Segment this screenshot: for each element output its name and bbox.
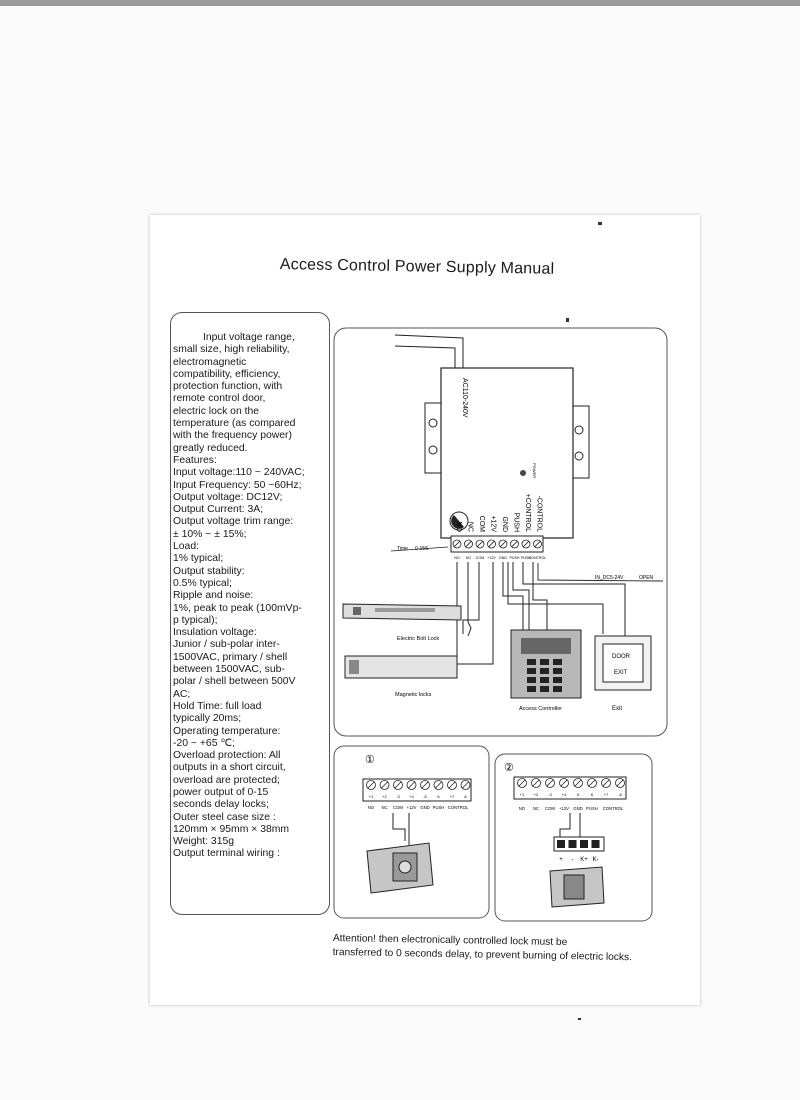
- spec-line: overload are protected;: [173, 774, 280, 786]
- spec-line: Insulation voltage:: [173, 627, 257, 639]
- example-2-number: ②: [504, 762, 514, 774]
- keypad-key: [553, 659, 562, 665]
- wiring-example-1: [333, 745, 491, 921]
- rim-lock-1: [367, 843, 433, 893]
- keypad-key: [553, 686, 562, 692]
- scan-edge: [0, 0, 800, 6]
- keypad-key: [553, 677, 562, 683]
- terminal-label: CONTROL: [602, 806, 624, 811]
- terminal-screw: [534, 540, 542, 548]
- terminal-number: +7: [603, 792, 609, 797]
- terminal-number: +1: [519, 792, 525, 797]
- keypad-key: [527, 686, 536, 692]
- spec-line: Hold Time: full load: [173, 700, 262, 712]
- spec-line: Ripple and noise:: [173, 590, 254, 602]
- terminal-labels: [454, 556, 546, 560]
- terminal-label: PUSH: [586, 806, 598, 811]
- terminal-label-rotated: -CONTROL: [535, 495, 543, 532]
- terminal-screw: [546, 779, 555, 788]
- keypad-key: [527, 668, 536, 674]
- terminal-screw: [511, 540, 519, 548]
- spec-line: power output of 0-15: [173, 786, 269, 798]
- terminal-label: GND: [499, 556, 507, 560]
- connector-label: K+: [580, 857, 588, 863]
- terminal-screw: [588, 779, 597, 788]
- scan-speck: [566, 318, 569, 322]
- terminal-label: COM: [475, 556, 485, 560]
- terminal-label: NO: [454, 556, 460, 560]
- keypad-key: [527, 659, 536, 665]
- spec-line: Output voltage trim range:: [173, 516, 294, 528]
- terminal-screw: [499, 540, 507, 548]
- keypad-key: [527, 677, 536, 683]
- terminal-number: +4: [561, 792, 567, 797]
- spec-line: Junior / sub-polar inter-: [173, 639, 280, 651]
- spec-line: 120mm × 95mm × 38mm: [173, 823, 290, 835]
- terminal-label: +12V: [487, 556, 496, 560]
- keypad-key: [540, 686, 549, 692]
- keypad-key: [540, 668, 549, 674]
- terminal-label: GND: [573, 806, 583, 811]
- spec-line: 1500VAC, primary / shell: [173, 651, 288, 663]
- terminal-number: +1: [368, 794, 374, 799]
- terminal-number: +7: [449, 794, 455, 799]
- terminal-screw: [394, 781, 403, 790]
- terminal-number: -3: [548, 792, 552, 797]
- connector-pin: [580, 840, 588, 848]
- terminal-screw: [434, 781, 443, 790]
- terminal-screw: [522, 540, 530, 548]
- specifications-text: [173, 332, 333, 861]
- terminal-screw: [461, 781, 470, 790]
- spec-line: Input voltage:110 ~ 240VAC;: [173, 467, 305, 479]
- electric-bolt-lock-label: Electric Bolt Lock: [397, 636, 440, 642]
- terminal-number: -8: [618, 792, 622, 797]
- spec-line: between 1500VAC, sub-: [173, 664, 285, 676]
- terminal-label-rotated: +CONTROL: [524, 493, 531, 532]
- spec-line: -20 ~ +65 ℃;: [173, 737, 235, 749]
- terminal-number: 5: [576, 792, 580, 797]
- spec-line: Output stability:: [173, 565, 245, 577]
- terminal-label: CONTROL: [528, 556, 547, 560]
- terminal-screw: [560, 779, 569, 788]
- spec-line: Output voltage: DC12V;: [173, 491, 283, 503]
- exit-button: [595, 636, 651, 690]
- terminal-number: +4: [409, 794, 414, 799]
- terminal-screw: [465, 540, 473, 548]
- spec-line: Input voltage range,: [203, 332, 295, 343]
- connector-labels: [559, 857, 598, 863]
- spec-line: outputs in a short circuit,: [173, 762, 286, 774]
- terminal-label: NC: [465, 556, 472, 560]
- terminal-screw: [602, 779, 611, 788]
- terminal-screw: [488, 540, 496, 548]
- spec-line: Output Current: 3A;: [173, 504, 264, 516]
- spec-line: remote control door,: [173, 393, 266, 405]
- terminal-screw: [518, 779, 527, 788]
- power-led-label: POWER: [532, 463, 537, 479]
- terminal-label-rotated: GND: [501, 516, 508, 532]
- access-controller-label: Access Controller: [519, 706, 563, 712]
- terminal-number: -5: [423, 794, 427, 799]
- terminal-label: PUSH: [432, 805, 445, 810]
- rim-lock-2: [550, 867, 604, 907]
- scan-speck: [598, 222, 602, 225]
- scan-speck: [578, 1018, 581, 1020]
- terminal-label-rotated: NC: [466, 521, 474, 532]
- terminal-label: +12V: [559, 806, 569, 811]
- time-label: Time: [397, 546, 408, 552]
- spec-line: Weight: 315g: [173, 836, 235, 848]
- spec-line: 1% typical;: [173, 553, 224, 565]
- terminal-screw: [421, 781, 430, 790]
- terminal-label: NC: [532, 806, 540, 811]
- spec-line: small size, high reliability,: [173, 344, 290, 356]
- spec-line: Features:: [173, 454, 217, 466]
- example-2-terminal-labels: [519, 806, 624, 811]
- attention-line: Attention! then electronically controlled lock must be: [332, 932, 568, 949]
- spec-line: Load:: [173, 541, 200, 553]
- terminal-number: 6: [590, 792, 594, 797]
- terminal-number: -3: [396, 794, 400, 799]
- terminal-label: +12V: [406, 805, 417, 810]
- terminal-label: COM: [545, 806, 555, 811]
- terminal-screw: [448, 781, 457, 790]
- spec-line: Operating temperature:: [173, 725, 281, 737]
- terminal-number: 6: [437, 794, 440, 799]
- keypad-key: [540, 659, 549, 665]
- terminal-label: GND: [420, 805, 430, 810]
- left-mounting-ear: [425, 403, 443, 473]
- terminal-screw: [574, 779, 583, 788]
- terminal-number: 8: [464, 794, 467, 799]
- connector-label: K-: [592, 857, 599, 863]
- spec-line: ± 10% ~ ± 15%;: [173, 528, 247, 540]
- terminal-label: PUSH: [509, 556, 520, 560]
- spec-line: p typical);: [173, 614, 218, 626]
- spec-line: protection function, with: [173, 381, 283, 393]
- wiring-example-2: [494, 753, 654, 923]
- in-voltage-label: IN_DC5-24V: [595, 575, 624, 581]
- open-label: OPEN: [639, 575, 654, 581]
- connector-pin: [557, 840, 565, 848]
- connector-label: -: [571, 857, 574, 863]
- terminal-screw: [407, 781, 416, 790]
- terminal-label: NC: [381, 805, 388, 810]
- example-1-terminal-labels: [368, 805, 469, 810]
- spec-line: greatly reduced.: [173, 442, 248, 454]
- keypad-key: [553, 668, 562, 674]
- terminal-label-rotated: NO: [455, 521, 462, 532]
- terminal-label-rotated: COM: [478, 515, 485, 532]
- attention-note: [333, 932, 663, 966]
- connector-pin: [569, 840, 577, 848]
- terminal-label: PUSH: [521, 556, 531, 560]
- magnetic-lock-label: Magnetic locks: [395, 692, 432, 698]
- ac-input-label: AC110-240V: [461, 378, 468, 418]
- exit-button-exit-text: EXIT: [614, 670, 628, 676]
- access-controller-keypad: [511, 630, 581, 698]
- right-mounting-ear: [571, 406, 589, 478]
- spec-line: Overload protection: All: [173, 750, 281, 762]
- spec-line: Output terminal wiring :: [173, 848, 280, 860]
- terminal-number: +2: [533, 792, 539, 797]
- time-range: 0-15S: [415, 546, 429, 552]
- connector-label: +: [559, 857, 563, 863]
- spec-line: typically 20ms;: [173, 713, 242, 725]
- terminal-screw: [367, 781, 376, 790]
- spec-line: temperature (as compared: [173, 418, 296, 430]
- spec-line: compatibility, efficiency,: [173, 368, 281, 380]
- terminal-screw: [453, 540, 461, 548]
- spec-line: Outer steel case size :: [173, 811, 276, 823]
- spec-line: AC;: [173, 688, 191, 700]
- spec-line: 1%, peak to peak (100mVp-: [173, 602, 302, 614]
- terminal-label: COM: [393, 805, 403, 810]
- exit-label: Exit: [612, 706, 623, 712]
- connector-pin: [592, 840, 600, 848]
- spec-line: 0.5% typical;: [173, 577, 232, 589]
- terminal-screw: [380, 781, 389, 790]
- spec-line: electric lock on the: [173, 405, 260, 417]
- magnetic-lock: [345, 656, 457, 678]
- terminal-label-rotated: +12V: [489, 515, 497, 532]
- spec-line: electromagnetic: [173, 356, 247, 368]
- terminal-label: NO: [518, 806, 526, 811]
- spec-line: polar / shell between 500V: [173, 676, 296, 688]
- spec-line: Input Frequency: 50 ~60Hz;: [173, 479, 302, 491]
- spec-line: seconds delay locks;: [173, 799, 269, 811]
- example-1-number: ①: [365, 754, 375, 766]
- document-title: Access Control Power Supply Manual: [279, 256, 555, 278]
- keypad-key: [540, 677, 549, 683]
- terminal-label: NO: [367, 805, 375, 810]
- exit-button-door-text: DOOR: [612, 654, 630, 660]
- electric-bolt-lock: [343, 604, 461, 620]
- attention-line: transferred to 0 seconds delay, to prevent burning of electric locks.: [332, 946, 633, 964]
- main-wiring-diagram: [333, 318, 669, 738]
- terminal-screw: [476, 540, 484, 548]
- power-led: [520, 470, 526, 476]
- terminal-screw: [532, 779, 541, 788]
- spec-line: with the frequency power): [173, 430, 292, 442]
- terminal-screw: [616, 779, 625, 788]
- terminal-label-rotated: PUSH: [512, 512, 520, 532]
- terminal-label: CONTROL: [447, 805, 469, 810]
- terminal-number: +2: [382, 794, 387, 799]
